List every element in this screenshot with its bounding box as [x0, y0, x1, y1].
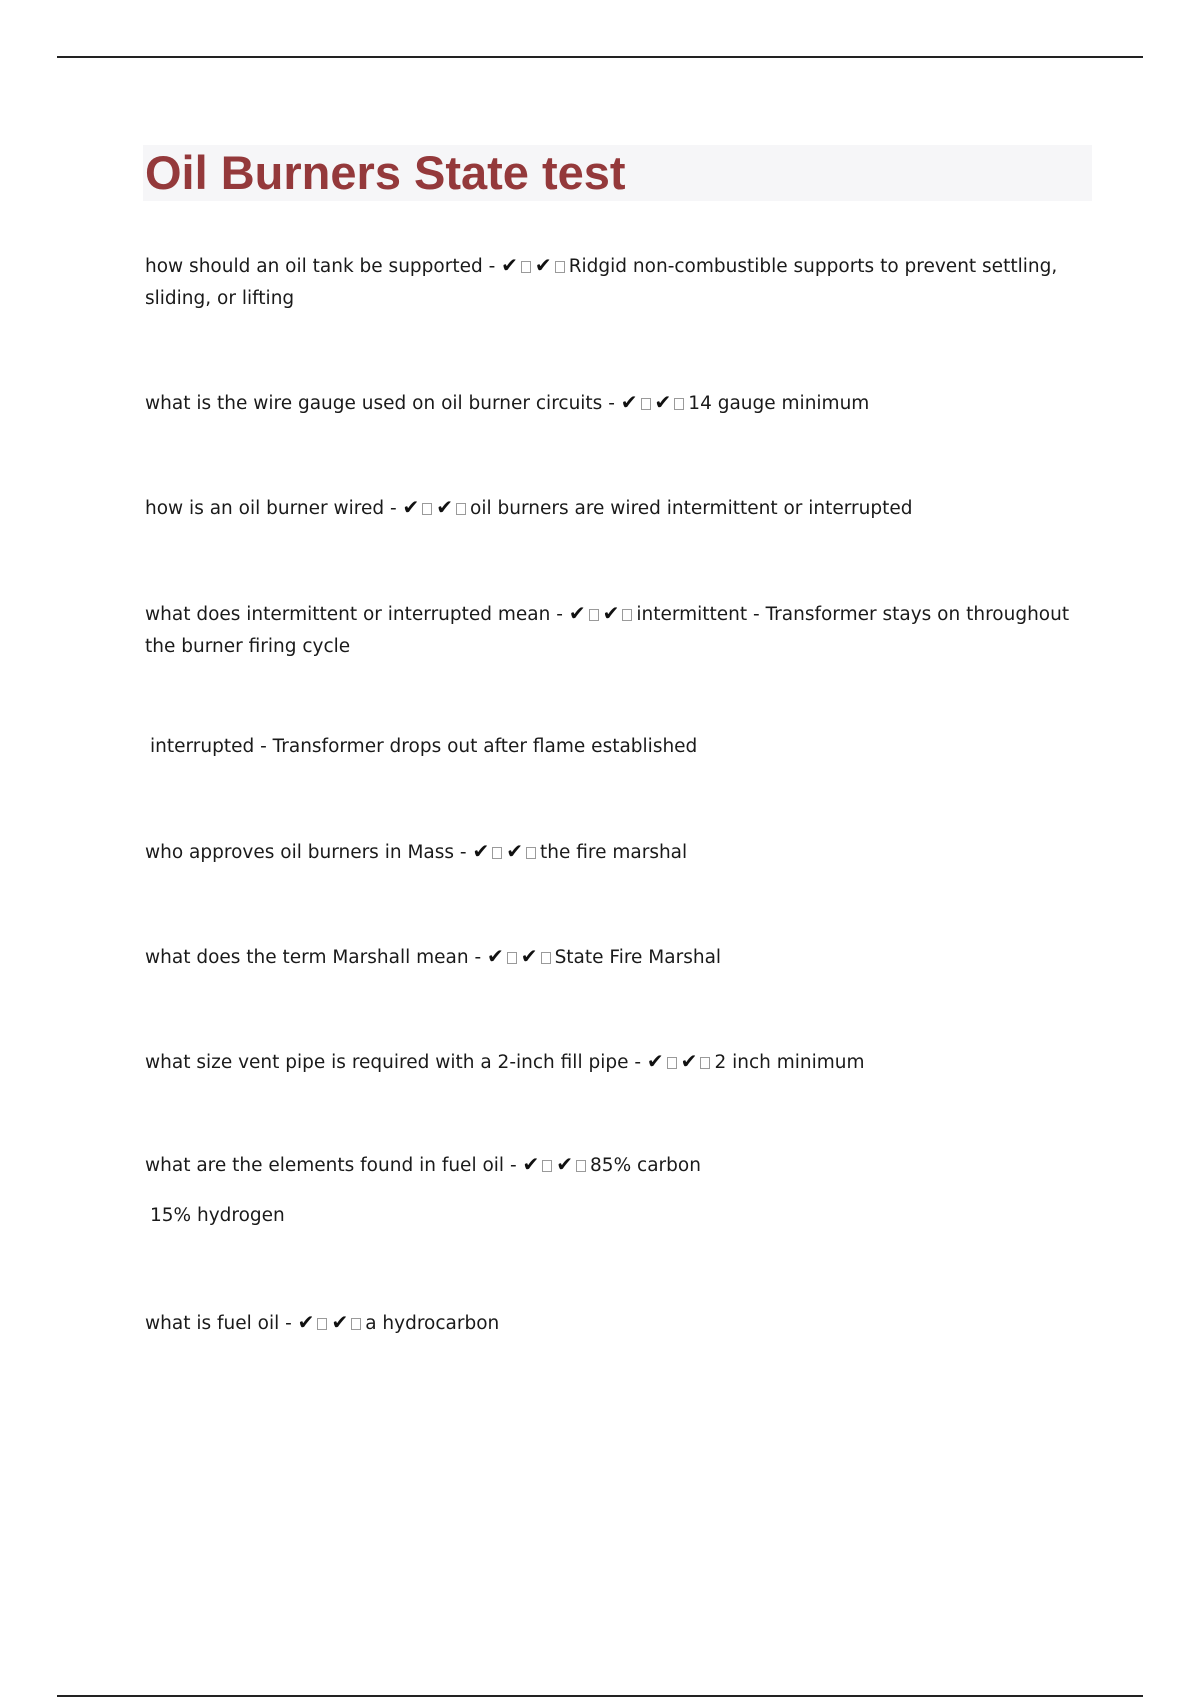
box-icon [667, 1057, 677, 1069]
separator: - [468, 947, 488, 968]
box-icon [674, 398, 684, 410]
box-icon [622, 609, 632, 621]
check-icon: ✔ [501, 253, 518, 277]
check-icon: ✔ [297, 1310, 315, 1334]
qa-entry-wire-gauge [145, 386, 1080, 420]
question-text: what are the elements found in fuel oil [145, 1155, 505, 1176]
question-text: what is the wire gauge used on oil burner circuits [145, 393, 603, 414]
box-icon [541, 952, 551, 964]
box-icon [507, 952, 517, 964]
qa-entry-marshall-term [145, 940, 1080, 974]
check-icon: ✔ [568, 601, 586, 625]
qa-entry-intermittent-meaning [145, 597, 1080, 663]
check-icon: ✔ [331, 1310, 349, 1334]
box-icon [422, 503, 432, 515]
box-icon [641, 398, 651, 410]
box-icon [700, 1057, 710, 1069]
check-icon: ✔ [436, 495, 454, 519]
box-icon [555, 261, 565, 273]
answer-text: the fire marshal [540, 842, 688, 863]
box-icon [492, 847, 502, 859]
check-icon: ✔ [402, 495, 420, 519]
answer-continuation: interrupted - Transformer drops out after flame established [150, 736, 698, 757]
check-icon: ✔ [620, 390, 638, 414]
qa-entry-fuel-elements [145, 1148, 1080, 1182]
question-text: how should an oil tank be supported [145, 256, 483, 277]
qa-entry-burner-wiring [145, 491, 1080, 525]
box-icon [317, 1318, 327, 1330]
separator: - [550, 604, 569, 625]
footer-rule [57, 1695, 1143, 1697]
question-text: who approves oil burners in Mass [145, 842, 455, 863]
box-icon [521, 261, 531, 273]
check-icon: ✔ [680, 1049, 698, 1073]
answer-text: 85% carbon [590, 1155, 701, 1176]
box-icon [351, 1318, 361, 1330]
check-icon: ✔ [602, 601, 620, 625]
box-icon [456, 503, 466, 515]
check-icon: ✔ [472, 839, 490, 863]
question-text: what does the term Marshall mean [145, 947, 469, 968]
separator: - [504, 1155, 523, 1176]
question-text: what size vent pipe is required with a 2-inch fill pipe [145, 1052, 629, 1073]
check-icon: ✔ [654, 390, 672, 414]
box-icon [576, 1160, 586, 1172]
answer-continuation: 15% hydrogen [150, 1205, 285, 1226]
answer-text: 14 gauge minimum [688, 393, 870, 414]
answer-text: Ridgid non-combustible supports to prevent settling, sliding, or lifting [145, 256, 1058, 309]
box-icon [589, 609, 599, 621]
question-text: what is fuel oil [145, 1313, 280, 1334]
answer-text: 2 inch minimum [714, 1052, 865, 1073]
check-icon: ✔ [646, 1049, 664, 1073]
question-text: what does intermittent or interrupted mean [145, 604, 551, 625]
qa-entry-approval [145, 835, 1080, 869]
check-icon: ✔ [534, 253, 552, 277]
answer-text: State Fire Marshal [554, 947, 722, 968]
separator: - [454, 842, 473, 863]
separator: - [279, 1313, 298, 1334]
answer-text: a hydrocarbon [365, 1313, 500, 1334]
header-rule [57, 56, 1143, 58]
box-icon [542, 1160, 552, 1172]
check-icon: ✔ [520, 944, 538, 968]
separator: - [384, 498, 403, 519]
qa-entry-tank-support [145, 249, 1080, 315]
box-icon [526, 847, 536, 859]
check-icon: ✔ [487, 944, 504, 968]
question-text: how is an oil burner wired [145, 498, 385, 519]
document-title: Oil Burners State test [145, 146, 626, 199]
check-icon: ✔ [506, 839, 523, 863]
qa-entry-vent-pipe [145, 1045, 1080, 1079]
answer-text: oil burners are wired intermittent or interrupted [470, 498, 913, 519]
answer-text: intermittent - Transformer stays on throughout the burner firing cycle [145, 604, 1070, 657]
check-icon: ✔ [522, 1152, 540, 1176]
separator: - [602, 393, 621, 414]
qa-entry-fuel-oil [145, 1306, 1080, 1340]
separator: - [628, 1052, 647, 1073]
check-icon: ✔ [556, 1152, 574, 1176]
separator: - [482, 256, 502, 277]
